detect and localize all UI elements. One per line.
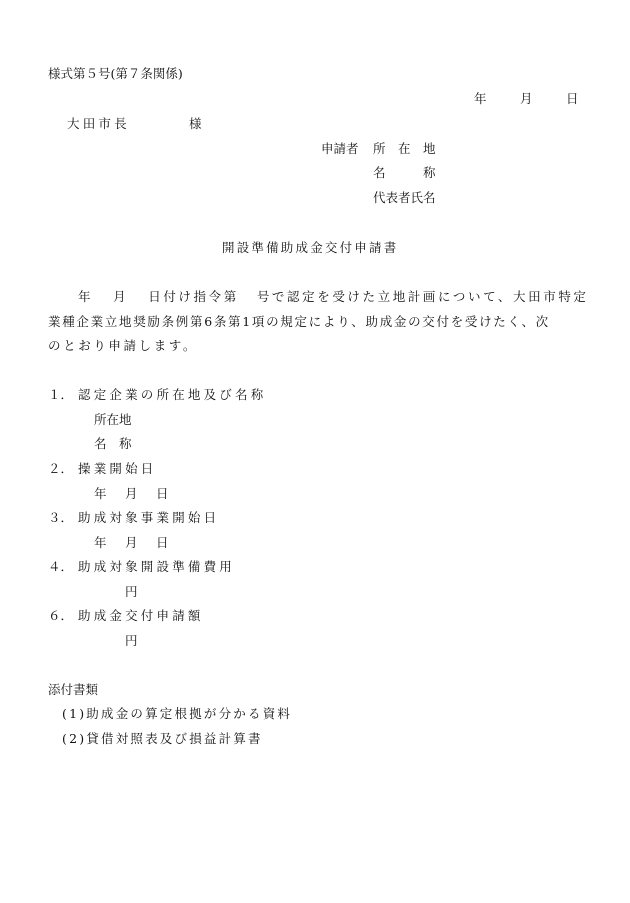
date-month: 月 — [520, 91, 533, 106]
item-label: 助成対象事業開始日 — [78, 510, 220, 525]
applicant-label: 申請者 — [321, 141, 359, 156]
applicant-name-label: 名 称 — [373, 165, 436, 180]
body-line-3: のとおり申請します。 — [48, 338, 199, 353]
date-day: 日 — [566, 91, 579, 106]
item-label: 助成対象開設準備費用 — [78, 559, 236, 574]
date-year: 年 — [94, 486, 107, 501]
item-label: 操業開始日 — [78, 461, 157, 476]
item-number: １． — [48, 387, 74, 402]
document-title: 開設準備助成金交付申請書 — [222, 240, 399, 255]
item6-yen: 円 — [125, 633, 138, 648]
body-year: 年 — [78, 289, 94, 304]
date-year: 年 — [94, 535, 107, 550]
body-line-2: 業種企業立地奨励条例第6条第1項の規定により、助成金の交付を受けたく、次 — [48, 314, 550, 329]
item1-name-label: 名 称 — [94, 436, 132, 451]
form-number: 様式第５号(第７条関係) — [48, 66, 183, 81]
item-number: ２． — [48, 461, 74, 476]
body-mid: 日付け指令第 — [148, 289, 239, 304]
item1-address-label: 所在地 — [94, 412, 132, 427]
item-number: ６． — [48, 608, 74, 623]
applicant-rep-label: 代表者氏名 — [373, 190, 436, 205]
item4-yen: 円 — [125, 584, 138, 599]
date-month: 月 — [125, 535, 138, 550]
addressee-honorific: 様 — [189, 116, 202, 131]
item-label: 認定企業の所在地及び名称 — [78, 387, 267, 402]
attachment-item: (2)貸借対照表及び損益計算書 — [62, 731, 263, 746]
item-number: ４． — [48, 559, 74, 574]
body-month: 月 — [113, 289, 129, 304]
addressee-name: 大田市長 — [67, 116, 130, 131]
attachments-heading: 添付書類 — [48, 682, 99, 697]
applicant-address-label: 所 在 地 — [373, 141, 436, 156]
date-year: 年 — [474, 91, 487, 106]
body-line-1 — [48, 289, 589, 304]
body-rest: 号で認定を受けた立地計画について、大田市特定 — [256, 289, 589, 304]
item-label: 助成金交付申請額 — [78, 608, 204, 623]
date-day: 日 — [156, 535, 169, 550]
attachment-item: (1)助成金の算定根拠が分かる資料 — [62, 706, 293, 721]
item-number: ３． — [48, 510, 74, 525]
date-day: 日 — [156, 486, 169, 501]
date-month: 月 — [125, 486, 138, 501]
